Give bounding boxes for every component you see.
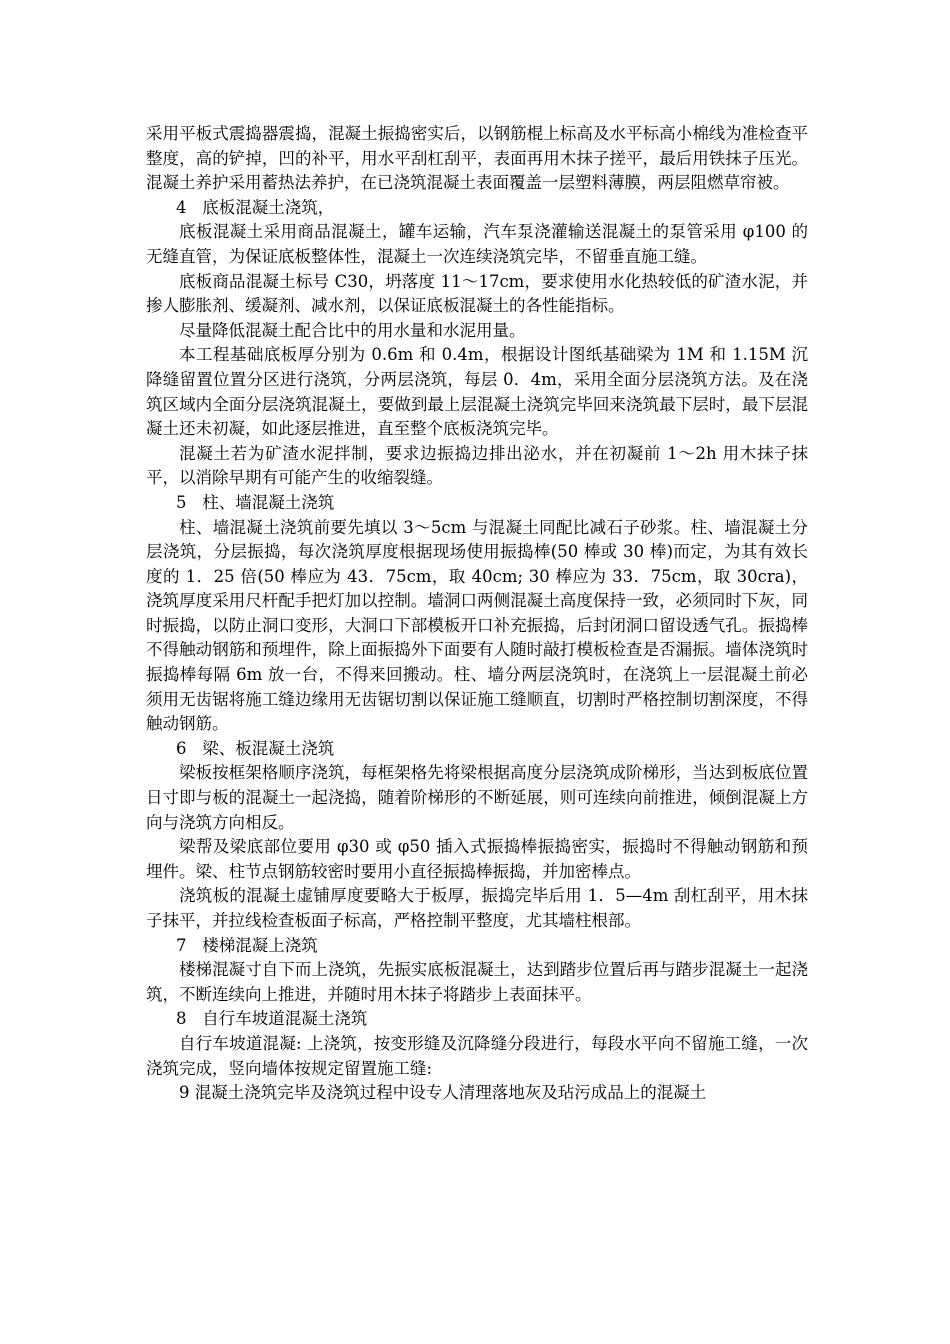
heading-beam-slab-pouring: 6 梁、板混凝土浇筑 [176, 738, 335, 758]
paragraph-base-slab-pumping: 底板混凝土采用商品混凝土，罐车运输，汽车泵浇灌输送混凝土的泵管采用 φ100 的无缝直管，为保证底板整体性，混凝土一次连续浇筑完毕，不留垂直施工缝。 [146, 222, 808, 266]
paragraph-layered-pouring: 本工程基础底板厚分别为 0.6m 和 0.4m，根据设计图纸基础梁为 1M 和 1.15M 沉降缝留置位置分区进行浇筑，分两层浇筑，每层 0．4m，采用全面分层浇筑方法。及在浇筑区域内全面分层浇筑混凝土，要做到最上层混凝土浇筑完毕回来浇筑最下层时，最下层混凝土还未初凝，如此逐层推进，直至整个底板浇筑完毕。 [146, 345, 808, 439]
paragraph-column-wall-details: 柱、墙混凝土浇筑前要先填以 3～5cm 与混凝土同配比减石子砂浆。柱、墙混凝土分层浇筑，分层振捣，每次浇筑厚度根据现场使用振捣棒(50 棒或 30 棒)而定，为其有效长度的 1．25 倍(50 棒应为 43．75cm，取 40cm; 30 棒应为 33．75cm，取 30cra)，浇筑厚度采用尺杆配手把灯加以控制。墙洞口两侧混凝土高度保持一致，必须同时下灰，同时振捣，以防止洞口变形，大洞口下部模板开口补充振捣，后封闭洞口留设透气孔。振捣棒不得触动钢筋和预埋件，除上面振捣外下面要有人随时敲打模板检查是否漏振。墙体浇筑时振捣棒每隔 6m 放一台，不得来回搬动。柱、墙分两层浇筑时，在浇筑上一层混凝土前必须用无齿锯将施工缝边缘用无齿锯切割以保证施工缝顺直，切割时严格控制切割深度，不得触动钢筋。 [146, 517, 808, 734]
heading-stair-pouring: 7 楼梯混凝上浇筑 [176, 935, 318, 955]
heading-column-wall-pouring: 5 柱、墙混凝土浇筑 [176, 492, 335, 512]
paragraph-bleeding-water: 混凝土若为矿渣水泥拌制，要求边振捣边排出泌水，并在初凝前 1～2h 用木抹子抹平，以消除早期有可能产生的收缩裂缝。 [146, 443, 808, 488]
heading-base-slab-pouring: 4 底板混凝土浇筑， [176, 197, 335, 217]
paragraph-leveling-curing: 采用平板式震捣器震捣，混凝土振捣密实后，以钢筋棍上标高及水平标高小棉线为准检查平整度，高的铲掉，凹的补平，用水平刮杠刮平，表面再用木抹子搓平，最后用铁抹子压光。混凝土养护采用蓄热法养护，在已浇筑混凝土表面覆盖一层塑料薄膜，两层阻燃草帘被。 [146, 124, 808, 193]
heading-bike-ramp-pouring: 8 自行车坡道混凝土浇筑 [176, 1009, 368, 1029]
paragraph-cleanup: 9 混凝土浇筑完毕及浇筑过程中设专人清理落地灰及玷污成品上的混凝土 [179, 1083, 707, 1103]
paragraph-beam-slab-sequence: 梁板按框架格顺序浇筑，每框架格先将梁根据高度分层浇筑成阶梯形，当达到板底位置日寸即与板的混凝土一起浇捣，随着阶梯形的不断延展，则可连续向前推进，倾倒混凝上方向与浇筑方向相反。 [146, 763, 808, 832]
document-body [146, 122, 808, 1106]
paragraph-stair-details: 楼梯混凝寸自下而上浇筑，先振实底板混凝土，达到踏步位置后再与踏步混凝土一起浇筑，不断连续向上推进，并随时用木抹子将踏步上表面抹平。 [146, 960, 808, 1004]
paragraph-beam-vibration: 梁帮及梁底部位要用 φ30 或 φ50 插入式振捣棒振捣密实，振捣时不得触动钢筋和预埋件。梁、柱节点钢筋较密时要用小直径振捣棒振捣，并加密棒点。 [146, 837, 808, 881]
paragraph-bike-ramp-details: 自行车坡道混凝: 上浇筑，按变形缝及沉降缝分段进行，每段水平向不留施工缝，一次浇筑完成，竖向墙体按规定留置施工缝: [146, 1033, 808, 1078]
paragraph-reduce-water: 尽量降低混凝土配合比中的用水量和水泥用量。 [179, 320, 526, 340]
paragraph-slab-thickness: 浇筑板的混凝土虚铺厚度要略大于板厚，振捣完毕后用 1．5—4m 刮杠刮平，用木抹子抹平，并拉线检查板面子标高，严格控制平整度，尤其墙柱根部。 [146, 886, 808, 930]
paragraph-concrete-grade: 底板商品混凝土标号 C30，坍落度 11～17cm，要求使用水化热较低的矿渣水泥，并掺人膨胀剂、缓凝剂、减水剂，以保证底板混凝土的各性能指标。 [146, 271, 808, 316]
